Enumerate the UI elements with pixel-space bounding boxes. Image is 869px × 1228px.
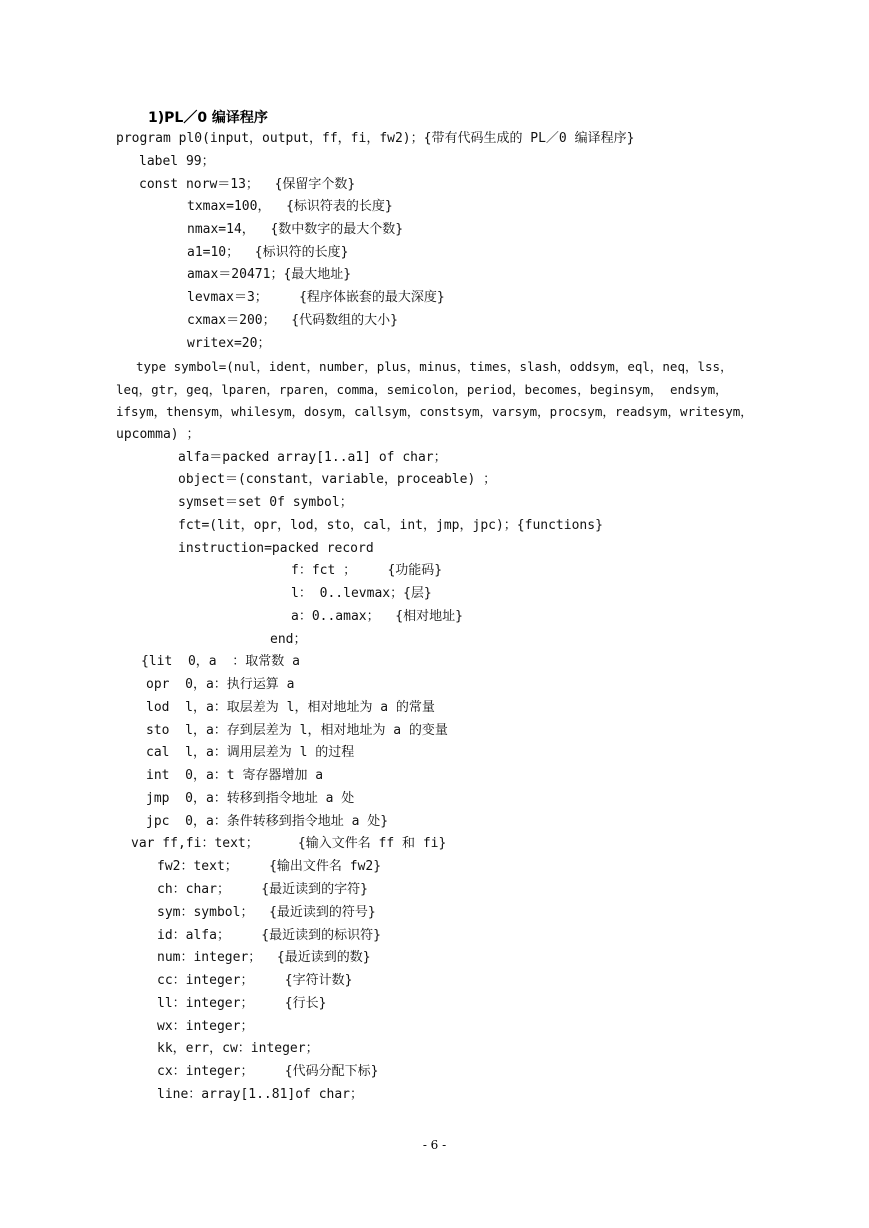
code-line: alfa＝packed array[1..a1] of char； — [178, 450, 447, 465]
section-heading: 1)PL／0 编译程序 — [148, 110, 268, 126]
code-line: type symbol=(nul，ident，number，plus，minus，times，slash，oddsym，eql，neq，lss， — [136, 359, 733, 374]
code-line: symset＝set 0f symbol； — [178, 495, 353, 510]
code-line: int 0，a：t 寄存器增加 a — [146, 768, 324, 783]
code-line: opr 0，a：执行运算 a — [146, 677, 295, 692]
code-line: upcomma) ； — [116, 427, 200, 442]
code-line: ifsym，thensym，whilesym，dosym，callsym，constsym，varsym，procsym，readsym，writesym， — [116, 404, 753, 419]
code-line: fw2：text； {输出文件名 fw2} — [157, 859, 382, 874]
code-line: lod l，a：取层差为 l，相对地址为 a 的常量 — [146, 700, 435, 715]
code-line: line：array[1..81]of char； — [157, 1087, 364, 1102]
code-line: l： 0..levmax；{层} — [291, 586, 432, 601]
code-line: a1=10； {标识符的长度} — [187, 245, 349, 260]
page-number: - 6 - — [422, 1138, 447, 1152]
code-line: jpc 0，a：条件转移到指令地址 a 处} — [146, 814, 389, 829]
code-line: num：integer； {最近读到的数} — [157, 950, 371, 965]
code-line: end； — [270, 632, 307, 647]
code-line: fct=(lit，opr，lod，sto，cal，int，jmp，jpc)；{functions} — [178, 518, 603, 533]
code-line: writex=20； — [187, 336, 271, 351]
code-line: a：0..amax； {相对地址} — [291, 609, 463, 624]
code-line: cc：integer； {字符计数} — [157, 973, 353, 988]
code-line: program pl0(input，output，ff，fi，fw2)；{带有代码生成的 PL／0 编译程序} — [116, 131, 635, 146]
code-line: {lit 0，a ：取常数 a — [141, 654, 300, 669]
code-line: var ff,fi：text； {输入文件名 ff 和 fi} — [131, 836, 447, 851]
code-line: instruction=packed record — [178, 541, 374, 556]
code-line: cxmax＝200； {代码数组的大小} — [187, 313, 398, 328]
code-line: ch：char； {最近读到的字符} — [157, 882, 368, 897]
code-line: kk，err，cw：integer； — [157, 1041, 319, 1056]
code-line: ll：integer； {行长} — [157, 996, 327, 1011]
code-line: txmax=100， {标识符表的长度} — [187, 199, 393, 214]
code-line: amax＝20471；{最大地址} — [187, 267, 352, 282]
code-line: f：fct ； {功能码} — [291, 563, 443, 578]
code-line: nmax=14， {数中数字的最大个数} — [187, 222, 404, 237]
code-line: sto l，a：存到层差为 l，相对地址为 a 的变量 — [146, 723, 448, 738]
code-line: const norw＝13； {保留字个数} — [139, 177, 356, 192]
code-line: jmp 0，a：转移到指令地址 a 处 — [146, 791, 355, 806]
code-line: cal l，a：调用层差为 l 的过程 — [146, 745, 355, 760]
code-line: cx：integer； {代码分配下标} — [157, 1064, 379, 1079]
code-line: sym：symbol； {最近读到的符号} — [157, 905, 376, 920]
code-line: object＝(constant，variable，proceable) ； — [178, 472, 497, 487]
code-line: label 99； — [139, 154, 215, 169]
code-line: id：alfa； {最近读到的标识符} — [157, 928, 381, 943]
code-line: levmax＝3； {程序体嵌套的最大深度} — [187, 290, 445, 305]
code-line: wx：integer； — [157, 1019, 254, 1034]
code-line: leq，gtr，geq，lparen，rparen，comma，semicolon，period，becomes，beginsym， endsym， — [116, 382, 728, 397]
